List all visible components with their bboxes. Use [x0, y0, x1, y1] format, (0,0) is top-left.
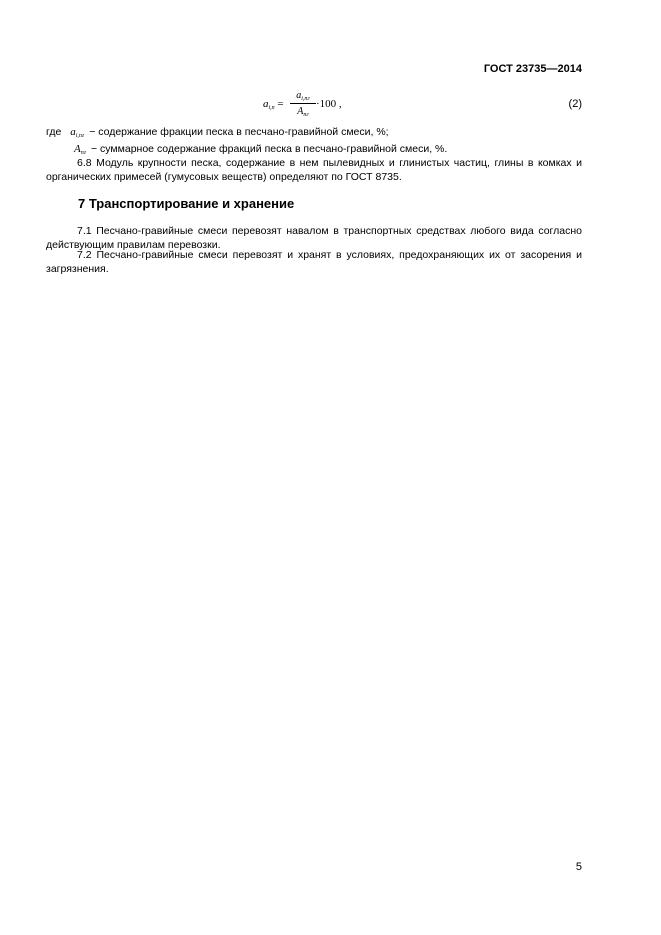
symbol-subscript: i,пг	[75, 133, 85, 139]
formula-fraction	[290, 90, 316, 118]
denominator-symbol: A	[297, 106, 304, 117]
where-item-1	[46, 125, 389, 143]
equation-number: (2)	[568, 98, 582, 110]
section-7-heading: 7 Транспортирование и хранение	[78, 196, 295, 211]
where-text-1: − содержание фракции песка в песчано-гравийной смеси, %;	[89, 126, 389, 138]
where-symbol-1	[70, 125, 84, 143]
lhs-subscript: i,п	[268, 105, 275, 111]
standard-code: ГОСТ 23735—2014	[483, 63, 582, 75]
formula-lhs	[263, 98, 284, 111]
symbol-subscript: пг	[80, 150, 87, 156]
symbol-letter: A	[74, 143, 81, 155]
numerator-subscript: i,пг	[301, 96, 310, 102]
fraction-numerator	[290, 90, 316, 102]
paragraph-6-8: 6.8 Модуль крупности песка, содержание в нем пылевидных и глинистых частиц, глины в комках и органических примесей (гумусовых веществ) определяют по ГОСТ 8735.	[46, 157, 582, 183]
fraction-denominator	[290, 106, 316, 118]
lhs-symbol: a	[263, 98, 269, 110]
where-text-2: − суммарное содержание фракций песка в песчано-гравийной смеси, %.	[91, 143, 448, 155]
where-lead: где	[46, 126, 62, 138]
numerator-symbol: a	[296, 90, 302, 101]
symbol-letter: a	[70, 126, 76, 138]
denominator-subscript: пг	[303, 112, 309, 118]
formula-multiplier: ·100 ,	[316, 98, 342, 110]
paragraph-7-2: 7.2 Песчано-гравийные смеси перевозят и хранят в условиях, предохраняющих их от засорения и загрязнения.	[46, 249, 582, 275]
paragraph-7-1: 7.1 Песчано-гравийные смеси перевозят навалом в транспортных средствах любого вида согласно действующим правилам перевозки.	[46, 225, 582, 251]
fraction-bar	[290, 103, 316, 104]
equals-sign: =	[277, 98, 284, 110]
page-number: 5	[575, 861, 582, 873]
